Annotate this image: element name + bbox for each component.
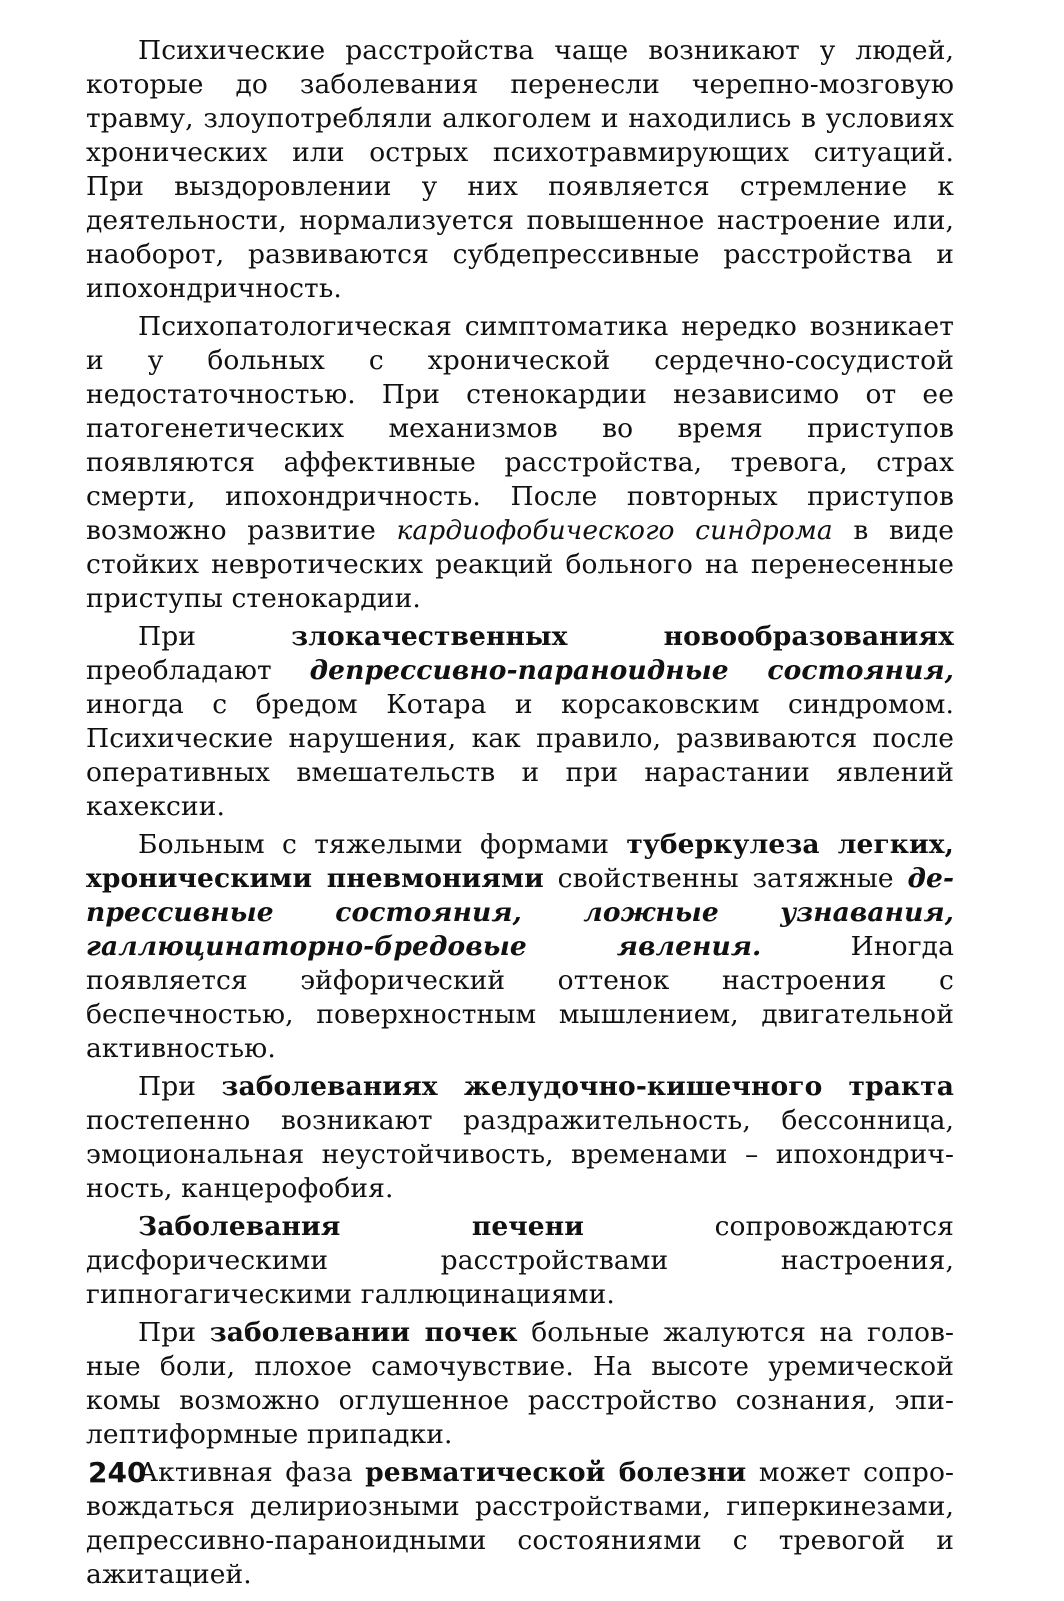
- paragraph-5: [86, 1070, 954, 1206]
- page-number: 240: [88, 1456, 147, 1489]
- bold-term: туберкулеза легких, хроническими пневмониями: [86, 829, 954, 894]
- text-run: свойственны затяжные: [543, 863, 908, 894]
- text-run: Больным с тяжелыми формами: [138, 829, 627, 860]
- text-run: иногда с бредом Котара и корсаковским синдромом. Психические нарушения, как правило, развиваются после оперативных вмешательств и при нарастании явлений кахексии.: [86, 689, 954, 822]
- paragraph-4: [86, 828, 954, 1066]
- bold-term: ревматической болезни: [365, 1457, 747, 1488]
- paragraph-7: [86, 1316, 954, 1452]
- text-run: При: [138, 621, 292, 652]
- bold-italic-term: депрессивно-параноидные состояния,: [309, 655, 954, 686]
- paragraph-8: [86, 1456, 954, 1592]
- paragraph-3: [86, 620, 954, 824]
- bold-term: заболеваниях желудочно-кишечного тракта: [221, 1071, 954, 1102]
- paragraph-6: [86, 1210, 954, 1312]
- text-run: Иногда появляется эйфорический оттенок настроения с беспечностью, поверхностным мышлением, двигательной активностью.: [86, 931, 954, 1064]
- text-run: может сопровождаться делириозными расстройствами, гиперкинезами, депрессивно-параноидными состояниями с тревогой и ажитацией.: [86, 1457, 954, 1590]
- text-run: постепенно возникают раздражительность, бессонница, эмоциональная неустойчивость, временами – ипохондричность, канцерофобия.: [86, 1105, 954, 1204]
- body-text: [86, 34, 954, 1592]
- text-run: Активная фаза: [138, 1457, 366, 1488]
- bold-term: злокачественных новообразованиях: [291, 621, 954, 652]
- text-run: в виде стойких невротических реакций больного на перенесенные приступы стенокардии.: [86, 515, 954, 614]
- text-run: При: [138, 1071, 222, 1102]
- text-run: Психопатологическая симптоматика нередко возникает и у больных с хронической сердечно-сосудистой недостаточностью. При стенокардии независимо от ее патогенетических механизмов во время приступов появляются аффективные расстройства, тревога, страх смерти, ипохондричность. После повторных приступов возможно развитие: [86, 311, 954, 546]
- text-run: преобладают: [86, 655, 310, 686]
- text-run: больные жалуются на головные боли, плохое самочувствие. На высоте уремической комы возможно оглушенное расстройство сознания, эпилептиформные припадки.: [86, 1317, 954, 1450]
- bold-term: Заболевания печени: [138, 1211, 585, 1242]
- paragraph-1: [86, 34, 954, 306]
- text-run: Психические расстройства чаще возникают у людей, которые до заболевания перенесли черепно-мозговую травму, злоупотребляли алкоголем и находились в условиях хронических или острых психотравмирующих ситуаций. При выздоровлении у них появляется стремление к деятельности, нормализуется повышенное настроение или, наоборот, развиваются субдепрессивные расстройства и ипохондричность.: [86, 35, 954, 304]
- emphasis-term: кардиофобического синдрома: [396, 515, 833, 546]
- paragraph-2: [86, 310, 954, 616]
- text-run: сопровождаются дисфорическими расстройствами настроения, гипногагическими галлюцинациями.: [86, 1211, 954, 1310]
- bold-italic-term: депрессивные состояния, ложные узнавания, галлюцинаторно-бредовые явления.: [86, 863, 954, 962]
- bold-term: заболевании почек: [209, 1317, 518, 1348]
- text-run: При: [138, 1317, 210, 1348]
